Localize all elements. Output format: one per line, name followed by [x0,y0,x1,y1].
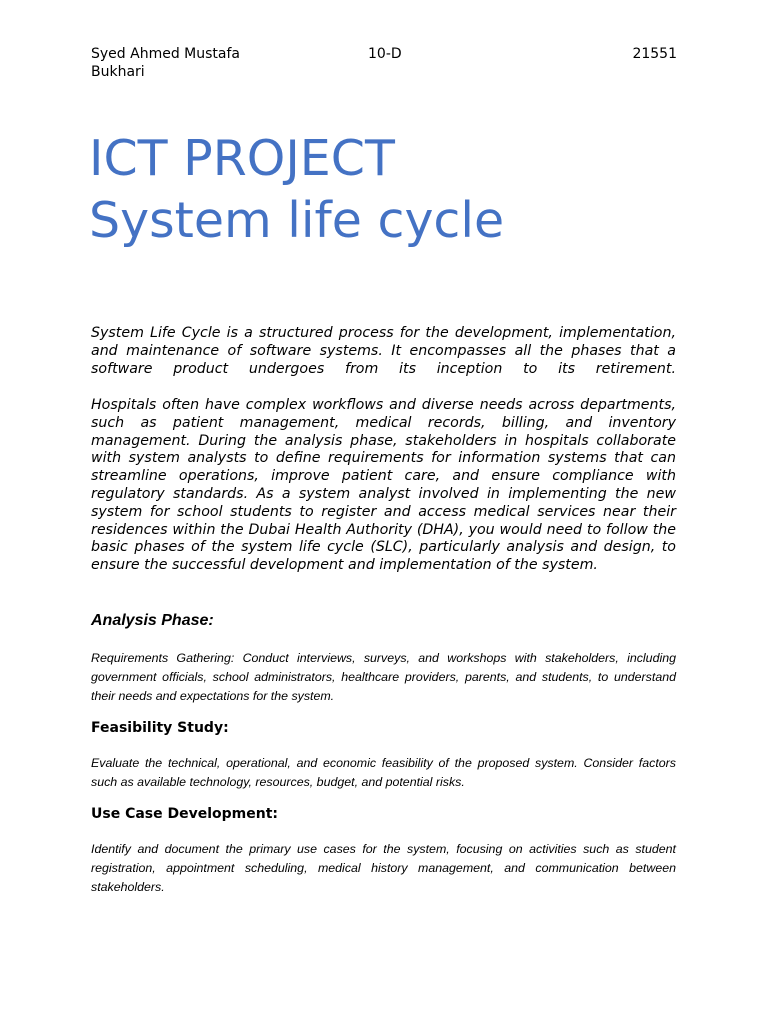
document-title [89,128,504,252]
requirements-gathering-text: Requirements Gathering: Conduct interviews, surveys, and workshops with stakeholders, including government officials, school administrators, healthcare providers, parents, and students, to understand their needs and expectations for the system. [91,651,676,703]
use-case-text: Identify and document the primary use cases for the system, focusing on activities such as student registration, appointment scheduling, medical history management, and communication between stakeholders. [91,842,676,894]
title-line-2: System life cycle [89,192,505,249]
student-class: 10-D [368,46,402,62]
student-name: Syed Ahmed Mustafa Bukhari [91,46,240,80]
intro-paragraph-1: System Life Cycle is a structured process for the development, implementation, and maintenance of software systems. It encompasses all the phases that a software product undergoes from its inception to its retirement. [91,325,676,377]
intro-paragraph-2: Hospitals often have complex workflows and diverse needs across departments, such as patient management, medical records, billing, and inventory management. During the analysis phase, stakeholders in hospitals collaborate with system analysts to define requirements for information systems that can streamline operations, improve patient care, and ensure compliance with regulatory standards. As a system analyst involved in implementing the new system for school students to register and access medical services near their residences within the Dubai Health Authority (DHA), you would need to follow the basic phases of the system life cycle (SLC), particularly analysis and design, to ensure the successful development and implementation of the system. [91,397,676,574]
student-id: 21551 [632,46,677,62]
use-case-heading: Use Case Development: [91,806,279,822]
title-line-1: ICT PROJECT [89,130,395,187]
feasibility-study-text: Evaluate the technical, operational, and economic feasibility of the proposed system. Consider factors such as available technology, resources, budget, and potential risks. [91,756,676,789]
analysis-phase-heading: Analysis Phase: [91,612,214,629]
feasibility-study-heading: Feasibility Study: [91,720,229,736]
